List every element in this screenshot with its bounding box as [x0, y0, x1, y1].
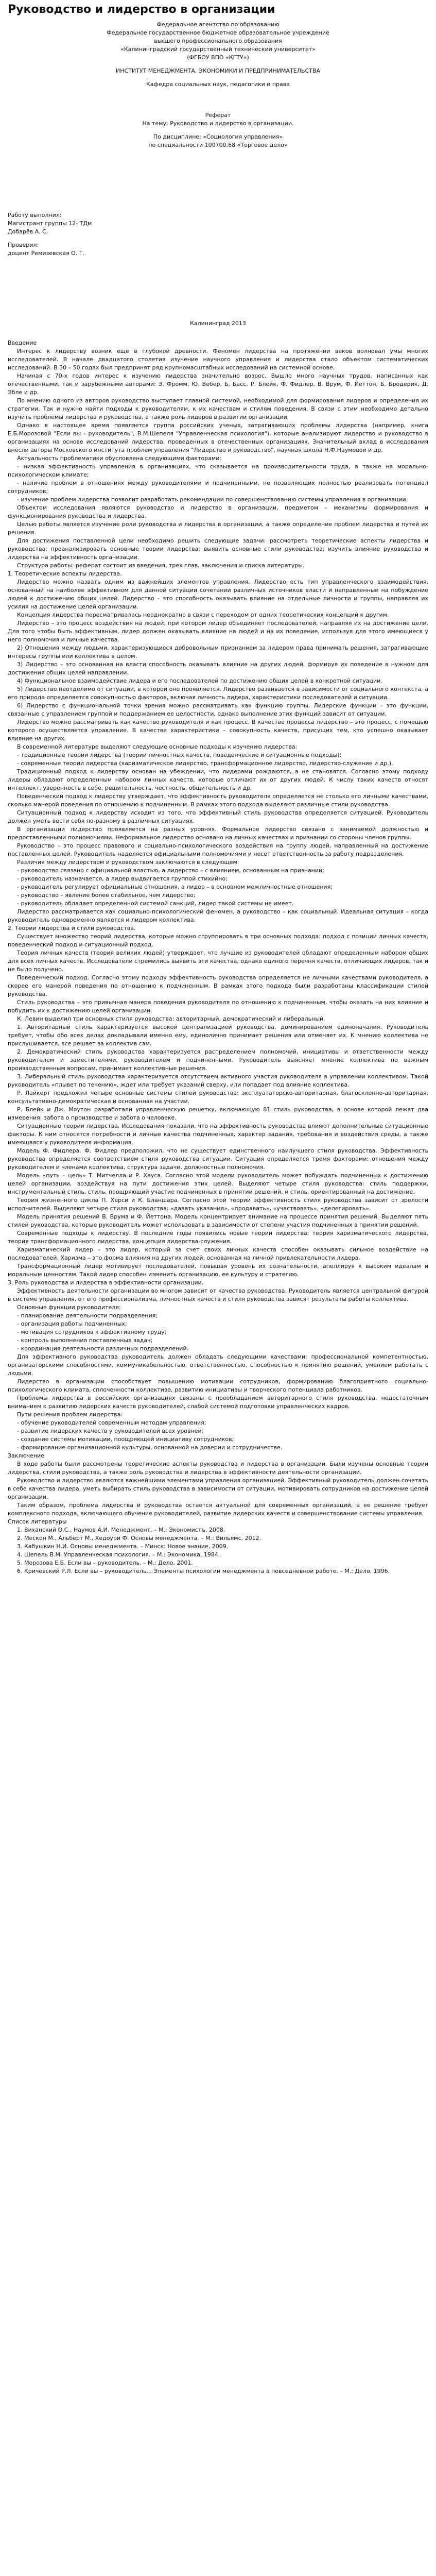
paragraph: Пути решения проблем лидерства: [17, 1411, 123, 1418]
paragraph: Модель принятия решений В. Врума и Ф. Йеттона. Модель концентрирует внимание на процессе принятия решений. Выделяют пять стилей руководства, которые руководитель может использовать в зависимости от степени участия подчиненных в принятии решений. [8, 1213, 430, 1228]
paragraph: - руководство – явление более стабильное, чем лидерство; [17, 892, 196, 899]
paragraph: Основные функции руководителя: [17, 1304, 121, 1311]
paragraph: - планирование деятельности подразделения; [17, 1312, 158, 1319]
paragraph: Лидерство рассматривается как социально-психологический феномен, а руководство – как социальный. Идеальная ситуация – когда руководитель одновременно является и лидером коллектива. [8, 908, 430, 923]
checker-name: доцент Ремизевская О. Г. [8, 250, 85, 257]
paragraph: Традиционный подход к лидерству основан на убеждении, что лидерами рождаются, а не становятся. Согласно этому подходу лидеры обладают определенным набором личных качеств, которые отличают их от других людей. К числу таких качеств относят интеллект, уверенность в себе, решительность, честность, общительность и др. [8, 768, 430, 791]
document-title: Руководство и лидерство в организации [8, 3, 275, 16]
paragraph: Ситуационные теории лидерства. Исследования показали, что на эффективность руководства влияют дополнительные ситуационные факторы. К ним относятся потребности и личные качества подчиненных, характер задания, требования и воздействия среды, а также имеющаяся у руководителя информация. [8, 1123, 430, 1146]
paragraph: Руководство – это процесс правового и социально-психологического воздействия на группу людей, направленный на достижение поставленных целей. Руководитель наделяется официальными полномочиями и несет ответственность за работу подразделения. [8, 842, 430, 857]
referat-block [8, 111, 428, 149]
student-group: Магистрант группы 12- ТДм [8, 220, 92, 227]
paragraph: 6) Лидерство с функциональной точки зрения можно рассматривать как функцию группы. Лидерские функции – это функции, связанные с управлением группой и поддержанием ее целостности, однако выполнение этих функций зависит от ситуации. [8, 702, 430, 717]
paragraph: Интерес к лидерству возник еще в глубокой древности. Феномен лидерства на протяжении веков волновал умы многих исследователей. В начале двадцатого столетия изучение научного управления и лидерства стало объектом систематических исследований. В 30 – 50 годах был предпринят ряд крупномасштабных исследований на системной основе. [8, 348, 430, 371]
paragraph: Поведенческий подход к лидерству утверждает, что эффективность руководителя определяется не столько его личными качествами, сколько манерой поведения по отношению к подчиненным. В рамках этого подхода выделяют различные стили руководства. [8, 793, 430, 808]
section-heading: 3. Роль руководства и лидерства в эффективности организации. [8, 1279, 204, 1286]
paragraph: К. Левин выделил три основных стиля руководства: авторитарный, демократический и либеральный. [17, 1015, 325, 1022]
paragraph: - низкая эффективность управления в организациях, что сказывается на производительности труда, а также на морально-психологическом климате; [8, 463, 428, 478]
paragraph: Для эффективного руководства руководитель должен обладать следующими качествами: профессиональной компетентностью, организаторскими способностями, коммуникабельностью, ответственностью, способностью к принятию решений, умением работать с людьми. [8, 1353, 430, 1377]
paragraph: Начиная с 70-х годов интерес к изучению лидерства значительно возрос. Вышло много научных трудов, написанных как отечественными, так и зарубежными авторами: Э. Фромм, Ю. Вебер, Б. Басс, Р. Блейк, Ф. Фидлер, В. Врум, Ф. Йеттон, Б. Бродерик, Д. Эбле и др. [8, 372, 430, 396]
paragraph: 6. Кричевский Р.Л. Если вы – руководитель... Элементы психологии менеджмента в повседневной работе. – М.: Дело, 1996. [17, 1568, 390, 1574]
document [0, 3, 436, 1596]
paragraph: - мотивация сотрудников к эффективному труду; [17, 1329, 167, 1335]
paragraph: - формирование организационной культуры, основанной на доверии и сотрудничестве. [17, 1444, 283, 1451]
paragraph: Лидерство в организации способствует повышению мотивации сотрудников, формированию благоприятного социально-психологического климата, сплоченности коллектива, развитию инициативы и творческого потенциала работников. [8, 1378, 428, 1393]
paragraph: 4. Шепель В.М. Управленческая психология. – М.: Экономика, 1984. [17, 1551, 220, 1558]
paragraph: Модель «путь – цель» Т. Митчелла и Р. Хауса. Согласно этой модели руководитель может побуждать подчиненных к достижению целей организации, воздействуя на пути достижения этих целей. Выделяют четыре стиля руководства: стиль поддержки, инструментальный стиль, стиль, поощряющий участие подчиненных в принятии решений, и стиль, ориентированный на достижение. [8, 1172, 430, 1195]
header-line: высшего профессионального образования [154, 38, 282, 44]
paragraph: Стиль руководства – это привычная манера поведения руководителя по отношению к подчиненным, чтобы оказать на них влияние и побудить их к достижению целей организации. [8, 999, 430, 1014]
paragraph: - руководство связано с официальной властью, а лидерство – с влиянием, основанным на признании; [17, 867, 324, 874]
authors-block [8, 211, 428, 258]
paragraph: Объектом исследования являются руководство и лидерство в организации, предметом – механизмы формирования и функционирования руководства и лидерства. [8, 504, 430, 519]
paragraph: Р. Блейк и Дж. Моутон разработали управленческую решетку, включающую 81 стиль руководства, в основе которой лежат два измерения: забота о производстве и забота о человеке. [8, 1106, 430, 1121]
paragraph: - создание системы мотивации, поощряющей инициативу сотрудников; [17, 1436, 234, 1443]
paragraph: Актуальность проблематики обусловлена следующими факторами: [17, 455, 222, 462]
paragraph: Руководство и лидерство являются важнейшими элементами управления организацией. Эффективный руководитель должен сочетать в себе качества лидера, уметь выбирать стиль руководства в зависимости от ситуации, мотивировать сотрудников на достижение целей организации. [8, 1477, 430, 1500]
section-heading: Заключение [8, 1452, 45, 1459]
paragraph: - координация деятельности различных подразделений. [17, 1345, 189, 1352]
paragraph: В современной литературе выделяют следующие основные подходы к изучению лидерства: [17, 743, 298, 750]
section-heading: 1. Теоретические аспекты лидерства. [8, 570, 122, 577]
paragraph: В ходе работы были рассмотрены теоретические аспекты руководства и лидерства в организации. Были изучены основные теории лидерства, стили руководства, а также роль руководства и лидерства в эффективности деятельности организации. [8, 1461, 430, 1476]
paragraph: 4) Функциональное взаимодействие лидера и его последователей по достижению общих целей в конкретной ситуации. [17, 677, 382, 684]
paragraph: 3. Кабушкин Н.И. Основы менеджмента. – Минск: Новое знание, 2009. [17, 1543, 229, 1550]
paragraph: В организации лидерство проявляется на разных уровнях. Формальное лидерство связано с занимаемой должностью и предоставленными полномочиями. Неформальное лидерство основано на личных качествах и признании со стороны членов группы. [8, 826, 430, 841]
paragraph: Эффективность деятельности организации во многом зависит от качества руководства. Руководитель является центральной фигурой в системе управления, от его профессионализма, личностных качеств и стиля руководства зависят результаты работы коллектива. [8, 1287, 430, 1302]
paragraph: Однако в настоящее время появляется группа российских ученых, затрагивающих проблемы лидерства (например, книга Е.Б.Морозовой "Если вы - руководитель", В.М.Шепеля "Управленческая психология"), которые анализируют лидерство и руководство в организациях на основе исследований лидерства, проведенных в отечественных организациях. Значительный вклад в исследования внесли авторы Московского института проблем управления "Лидерство и руководство", научная школа Н.Ф.Наумовой и др. [8, 422, 430, 453]
header-line: Федеральное государственное бюджетное образовательное учреждение [107, 29, 329, 36]
student-name: Добарёв А. С. [8, 228, 48, 235]
paragraph: Целью работы является изучение роли руководства и лидерства в организации, а также определение проблем лидерства и путей их решения. [8, 521, 430, 536]
paragraph: - контроль выполнения поставленных задач; [17, 1337, 153, 1344]
paragraph: Модель Ф. Фидлера. Ф. Фидлер предположил, что не существует единственного наилучшего стиля руководства. Эффективность руководства определяется соответствием стиля руководства ситуации. Ситуация определяется тремя факторами: отношения между руководителем и членами коллектива, структура задачи, должностные полномочия. [8, 1147, 430, 1171]
paragraph: Таким образом, проблема лидерства и руководства остается актуальной для современных организаций, а ее решение требует комплексного подхода, включающего обучение руководителей, развитие лидерских качеств и совершенствование системы управления. [8, 1502, 430, 1517]
document-body [8, 339, 428, 1575]
header-line: Федеральное агентство по образованию [156, 21, 280, 28]
paragraph: По мнению одного из авторов руководство выступает главной системой, необходимой для формирования лидеров и определения их стратегии. Так и нужно найти подходы к руководителям, к их качествам и стилям поведения. В связи с этим необходимо детально изучить проблемы лидерства и руководства, а также роль лидеров в развитии организации. [8, 397, 430, 420]
paragraph: Поведенческий подход. Согласно этому подходу эффективность руководства определяется не личными качествами руководителя, а скорее его манерой поведения по отношению к подчиненным. В рамках этого подхода были разработаны классификации стилей руководства. [8, 974, 430, 997]
paragraph: Лидерство – это процесс воздействия на людей, при котором лидер объединяет последователей, направляя их на достижение цели. Для того чтобы быть эффективным, лидер должен оказывать влияние на людей и на их поведение, используя для этого имеющиеся у него полномочия и личные качества. [8, 620, 430, 643]
paragraph: 3. Либеральный стиль руководства характеризуется отсутствием активного участия руководителя в управлении коллективом. Такой руководитель «плывет по течению», ждет или требует указаний сверху, или попадает под влияние коллектива. [8, 1073, 430, 1088]
paragraph: Ситуационный подход к лидерству исходит из того, что эффективный стиль руководства определяется ситуацией. Руководитель должен уметь вести себя по-разному в различных ситуациях. [8, 809, 430, 824]
paragraph: 3) Лидерство – это основанная на власти способность оказывать влияние на других людей, формируя их поведение в нужном для достижения общих целей направлении. [8, 661, 430, 676]
section-heading: Список литературы [8, 1518, 67, 1525]
section-heading: Введение [8, 340, 37, 346]
header-line: «Калининградский государственный технический университет» [120, 46, 316, 53]
paragraph: Трансформационный лидер мотивирует последователей, повышая уровень их сознательности, апеллируя к высоким идеалам и моральным ценностям. Такой лидер способен изменить организацию, ее культуру и стратегию. [8, 1263, 430, 1278]
paragraph: 5) Лидерство неотделимо от ситуации, в которой оно проявляется. Лидерство развивается в зависимости от социального контекста, а его природа определяется совокупностью факторов, включая личность лидера, характеристики последователей и ситуации. [8, 686, 430, 701]
paragraph: - руководитель назначается, а лидер выдвигается группой стихийно; [17, 875, 228, 882]
paragraph: - современные теории лидерства (харизматическое лидерство, трансформационное лидерство, лидерство-служение и др.). [17, 760, 393, 767]
paragraph: 2) Отношения между людьми, характеризующиеся добровольным признанием за лидером права принимать решения, затрагивающие интересы группы или коллектива в целом. [8, 645, 430, 659]
done-label: Работу выполнил: [8, 212, 62, 218]
paragraph: Харизматический лидер – это лидер, который за счет своих личных качеств способен оказывать сильное воздействие на последователей. Харизма – это форма влияния на других людей, основанная на личной привлекательности лидера. [8, 1246, 430, 1261]
paragraph: - традиционные теории лидерства (теории личностных качеств, поведенческие и ситуационные подходы); [17, 752, 342, 758]
paragraph: - руководитель регулирует официальные отношения, а лидер – в основном межличностные отношения; [17, 884, 333, 890]
paragraph: - изучение проблем лидерства позволит разработать рекомендации по совершенствованию системы управления в организации. [17, 496, 408, 503]
checked-label: Проверил: [8, 242, 39, 248]
paragraph: - развитие лидерских качеств у руководителей всех уровней; [17, 1428, 204, 1434]
paragraph: 1. Авторитарный стиль характеризуется высокой централизацией руководства, доминированием единоначалия. Руководитель требует, чтобы обо всех делах докладывали именно ему, единолично принимает решения или отменяет их. К мнению коллектива не прислушивается, все решает за коллектив сам. [8, 1024, 430, 1047]
referat-heading: Реферат [205, 112, 231, 118]
header-line: (ФГБОУ ВПО «КГТУ») [187, 54, 249, 61]
section-heading: 2. Теории лидерства и стили руководства. [8, 925, 136, 931]
header-line: Кафедра социальных наук, педагогики и права [146, 81, 290, 88]
paragraph: 5. Морозова Е.Б. Если вы – руководитель. – М.: Дело, 2001. [17, 1560, 193, 1566]
paragraph: Различия между лидерством и руководством заключаются в следующем: [17, 859, 239, 866]
paragraph: 2. Мескон М., Альберт М., Хедоури Ф. Основы менеджмента. – М.: Вильямс, 2012. [17, 1535, 261, 1541]
paragraph: Лидерство можно назвать одним из важнейших элементов управления. Лидерство есть тип управленческого взаимодействия, основанный на наиболее эффективном для данной ситуации сочетании различных источников власти и направленный на побуждение людей к достижению общих целей. Лидерство – это способность оказывать влияние на отдельные личности и группы, направляя их усилия на достижение целей организации. [8, 579, 430, 610]
paragraph: - обучение руководителей современным методам управления; [17, 1419, 206, 1426]
paragraph: Теория жизненного цикла П. Херси и К. Бланшара. Согласно этой теории эффективность стиля руководства зависит от зрелости исполнителей. Выделяют четыре стиля руководства: «давать указания», «продавать», «участвовать», «делегировать». [8, 1197, 430, 1212]
paragraph: Теория личных качеств (теория великих людей) утверждает, что лучшие из руководителей обладают определенным набором общих для всех личных качеств. Исследователи стремились выявить эти качества, однако единого перечня качеств, отличающих лидеров, так и не было получено. [8, 950, 430, 973]
paragraph: 1. Виханский О.С., Наумов А.И. Менеджмент. – М.: Экономистъ, 2008. [17, 1527, 225, 1533]
paragraph: Лидерство можно рассматривать как качество руководителя и как процесс. В качестве процесса лидерство – это процесс, с помощью которого осуществляется управление. В качестве характеристики – совокупность качеств, присущих тем, кто успешно оказывает влияние на других. [8, 719, 430, 742]
header-block [8, 21, 428, 89]
referat-topic: На тему: Руководство и лидерство в организации. [142, 120, 294, 127]
paragraph: Концепция лидерства пересматривалась неоднократно в связи с переходом от одних теоретических концепций к другим. [17, 612, 389, 618]
paragraph: Проблемы лидерства в российских организациях связаны с преобладанием авторитарного стиля руководства, недостаточным вниманием к развитию лидерских качеств руководителей, слабой системой подготовки управленческих кадров. [8, 1395, 430, 1410]
paragraph: - наличие проблем в отношениях между руководителями и подчиненными, не позволяющих полностью реализовать потенциал сотрудников; [8, 480, 430, 495]
paragraph: - организация работы подчиненных; [17, 1320, 127, 1327]
referat-specialty: по специальности 100700.68 «Торговое дело» [148, 142, 288, 148]
paragraph: Р. Лайкерт предложил четыре основные системы стилей руководства: эксплуататорско-авторитарная, благосклонно-авторитарная, консультативно-демократическая и основанная на участии. [8, 1090, 430, 1105]
paragraph: 2. Демократический стиль руководства характеризуется распределением полномочий, инициативы и ответственности между руководителем и заместителями, руководителем и подчиненными. Руководитель выясняет мнение коллектива по важным производственным вопросам, принимает коллективные решения. [8, 1048, 430, 1072]
city-year: Калининград 2013 [190, 320, 246, 327]
header-line: ИНСТИТУТ МЕНЕДЖМЕНТА, ЭКОНОМИКИ И ПРЕДПРИНИМАТЕЛЬСТВА [116, 67, 320, 74]
paragraph: Структура работы: реферат состоит из введения, трех глав, заключения и списка литературы. [17, 562, 305, 569]
paragraph: Для достижения поставленной цели необходимо решить следующие задачи: рассмотреть теоретические аспекты лидерства и руководства; проанализировать основные теории лидерства; выявить основные стили руководства; изучить влияние руководства и лидерства на эффективность организации. [8, 537, 430, 561]
referat-discipline: По дисциплине: «Социология управления» [153, 133, 283, 140]
paragraph: - руководитель обладает определенной системой санкций, лидер такой системы не имеет. [17, 900, 294, 907]
paragraph: Современные подходы к лидерству. В последние годы появились новые теории лидерства: теория харизматического лидерства, теория трансформационного лидерства, концепция лидерства-служения. [8, 1230, 430, 1245]
paragraph: Существует множество теорий лидерства, которые можно сгруппировать в три основных подхода: подход с позиции личных качеств, поведенческий подход и ситуационный подход. [8, 933, 430, 948]
